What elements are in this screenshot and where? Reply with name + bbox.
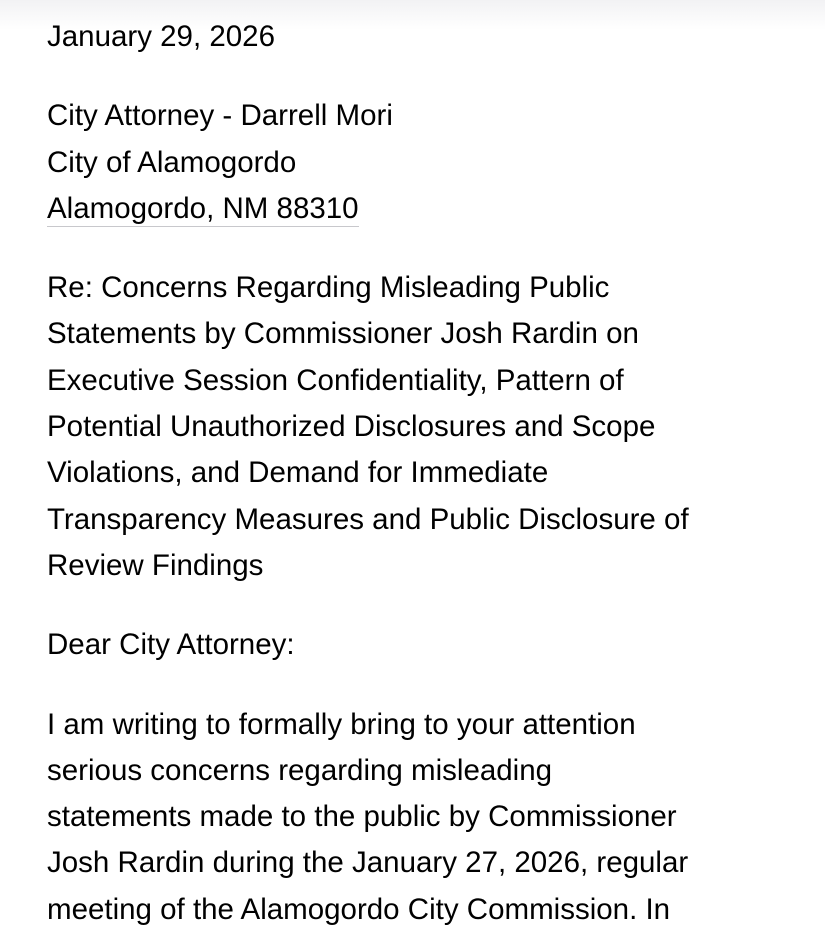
body-line: serious concerns regarding misleading (47, 753, 553, 787)
recipient-address-link[interactable]: Alamogordo, NM 88310 (47, 191, 359, 225)
subject-line: Statements by Commissioner Josh Rardin on (47, 317, 639, 351)
subject-line: Review Findings (47, 548, 264, 582)
subject-line: Re: Concerns Regarding Misleading Public (47, 271, 610, 305)
letter-date: January 29, 2026 (47, 20, 275, 53)
recipient-line-1: City Attorney - Darrell Mori (47, 99, 393, 133)
salutation: Dear City Attorney: (47, 628, 295, 662)
subject-line: Executive Session Confidentiality, Pattern of (47, 363, 624, 397)
subject-line: Violations, and Demand for Immediate (47, 456, 549, 490)
body-line: meeting of the Alamogordo City Commission. In (47, 892, 671, 926)
subject-block (47, 265, 817, 589)
body-block (47, 702, 817, 933)
subject-line: Transparency Measures and Public Disclosure of (47, 502, 689, 536)
subject-line: Potential Unauthorized Disclosures and Scope (47, 410, 656, 444)
salutation-block (47, 622, 817, 668)
body-line: I am writing to formally bring to your attention (47, 707, 636, 741)
recipient-block (47, 93, 817, 232)
recipient-line-2: City of Alamogordo (47, 145, 297, 179)
body-line: Josh Rardin during the January 27, 2026, regular (47, 846, 689, 880)
recipient-address-row (47, 186, 817, 232)
letter-document (47, 14, 817, 933)
body-line: statements made to the public by Commissioner (47, 800, 677, 834)
date-block (47, 14, 817, 60)
